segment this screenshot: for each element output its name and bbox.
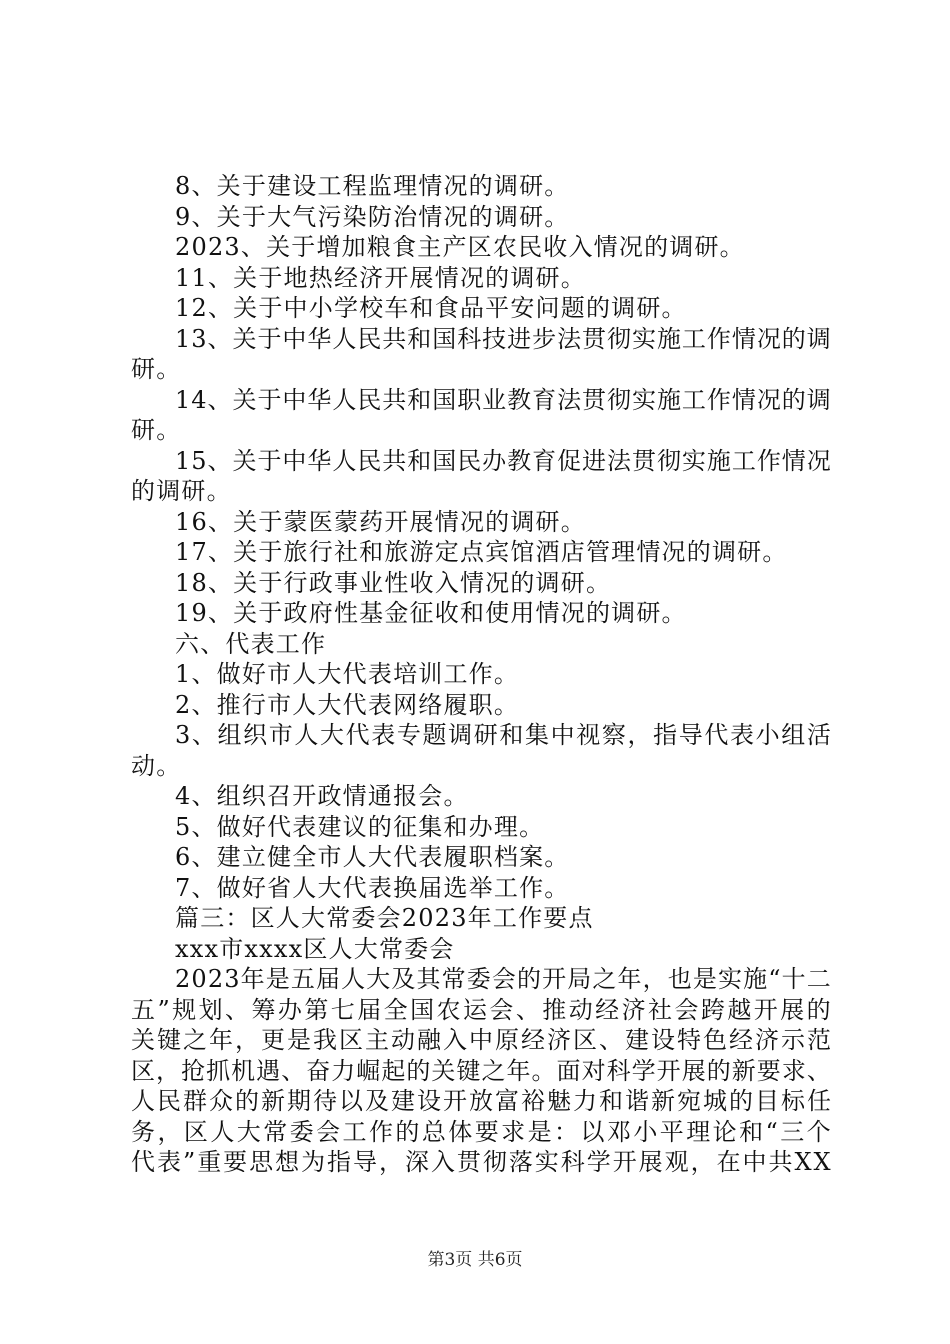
paragraph-line: 区 ， 抢 抓 机 遇 、 奋 力 崛 起 的 关 键 之 年 。 面 对 科 学 开 展 的 新 要 求 、	[131, 1056, 831, 1085]
paragraph-line: 人 民 群 众 的 新 期 待 以 及 建 设 开 放 富 裕 魅 力 和 谐 新 宛 城 的 目 标 任	[131, 1087, 831, 1115]
paragraph-line: 的调研。	[131, 477, 232, 505]
document-body	[131, 171, 831, 1178]
paragraph-line: 1 3 、 关 于 中 华 人 民 共 和 国 科 技 进 步 法 贯 彻 实 施 工 作 情 况 的 调	[175, 324, 831, 353]
paragraph-line: 研。	[131, 355, 182, 383]
paragraph-line: 19、关于政府性基金征收和使用情况的调研。	[175, 599, 687, 627]
paragraph-line: 12、关于中小学校车和食品平安问题的调研。	[175, 294, 687, 322]
paragraph-line: 2023、关于增加粮食主产区农民收入情况的调研。	[175, 233, 745, 261]
paragraph-line: 16、关于蒙医蒙药开展情况的调研。	[175, 507, 586, 536]
paragraph-line: 务 ， 区 人 大 常 委 会 工 作 的 总 体 要 求 是 ： 以 邓 小 平 理 论 和 “ 三 个	[131, 1117, 831, 1146]
paragraph-line: 代 表 ” 重 要 思 想 为 指 导 ， 深 入 贯 彻 落 实 科 学 开 展 观 ， 在 中 共 X X	[131, 1148, 831, 1176]
paragraph-line: xxx市xxxx区人大常委会	[175, 934, 455, 963]
paragraph-line: 9、关于大气污染防治情况的调研。	[175, 202, 570, 231]
paragraph-line: 18、关于行政事业性收入情况的调研。	[175, 568, 612, 597]
paragraph-line: 4、组织召开政情通报会。	[175, 782, 469, 810]
paragraph-line: 研。	[131, 416, 182, 444]
page-footer: 第3页 共6页	[427, 1250, 523, 1270]
paragraph-line: 篇三：区人大常委会2023年工作要点	[175, 904, 594, 932]
paragraph-line: 2、推行市人大代表网络履职。	[175, 690, 520, 719]
paragraph-line: 关 键 之 年 ， 更 是 我 区 主 动 融 入 中 原 经 济 区 、 建 设 特 色 经 济 示 范	[131, 1026, 831, 1054]
paragraph-line: 6、建立健全市人大代表履职档案。	[175, 843, 570, 871]
paragraph-line: 2 0 2 3 年 是 五 届 人 大 及 其 常 委 会 的 开 局 之 年 ， 也 是 实 施 “ 十 二	[175, 965, 831, 993]
paragraph-line: 5、做好代表建议的征集和办理。	[175, 812, 545, 841]
paragraph-line: 1、做好市人大代表培训工作。	[175, 660, 520, 688]
paragraph-line: 8、关于建设工程监理情况的调研。	[175, 172, 570, 200]
paragraph-line: 五 ” 规 划 、 筹 办 第 七 届 全 国 农 运 会 、 推 动 经 济 社 会 跨 越 开 展 的	[131, 995, 831, 1024]
paragraph-line: 3 、 组 织 市 人 大 代 表 专 题 调 研 和 集 中 视 察 ， 指 导 代 表 小 组 活	[175, 721, 831, 749]
paragraph-line: 7、做好省人大代表换届选举工作。	[175, 873, 570, 902]
paragraph-line: 六、代表工作	[175, 629, 327, 658]
paragraph-line: 17、关于旅行社和旅游定点宾馆酒店管理情况的调研。	[175, 538, 788, 566]
paragraph-line: 1 4 、 关 于 中 华 人 民 共 和 国 职 业 教 育 法 贯 彻 实 施 工 作 情 况 的 调	[175, 385, 831, 414]
paragraph-line: 11、关于地热经济开展情况的调研。	[175, 263, 586, 292]
paragraph-line: 动。	[131, 751, 182, 780]
paragraph-line: 1 5 、 关 于 中 华 人 民 共 和 国 民 办 教 育 促 进 法 贯 彻 实 施 工 作 情 况	[175, 446, 831, 475]
